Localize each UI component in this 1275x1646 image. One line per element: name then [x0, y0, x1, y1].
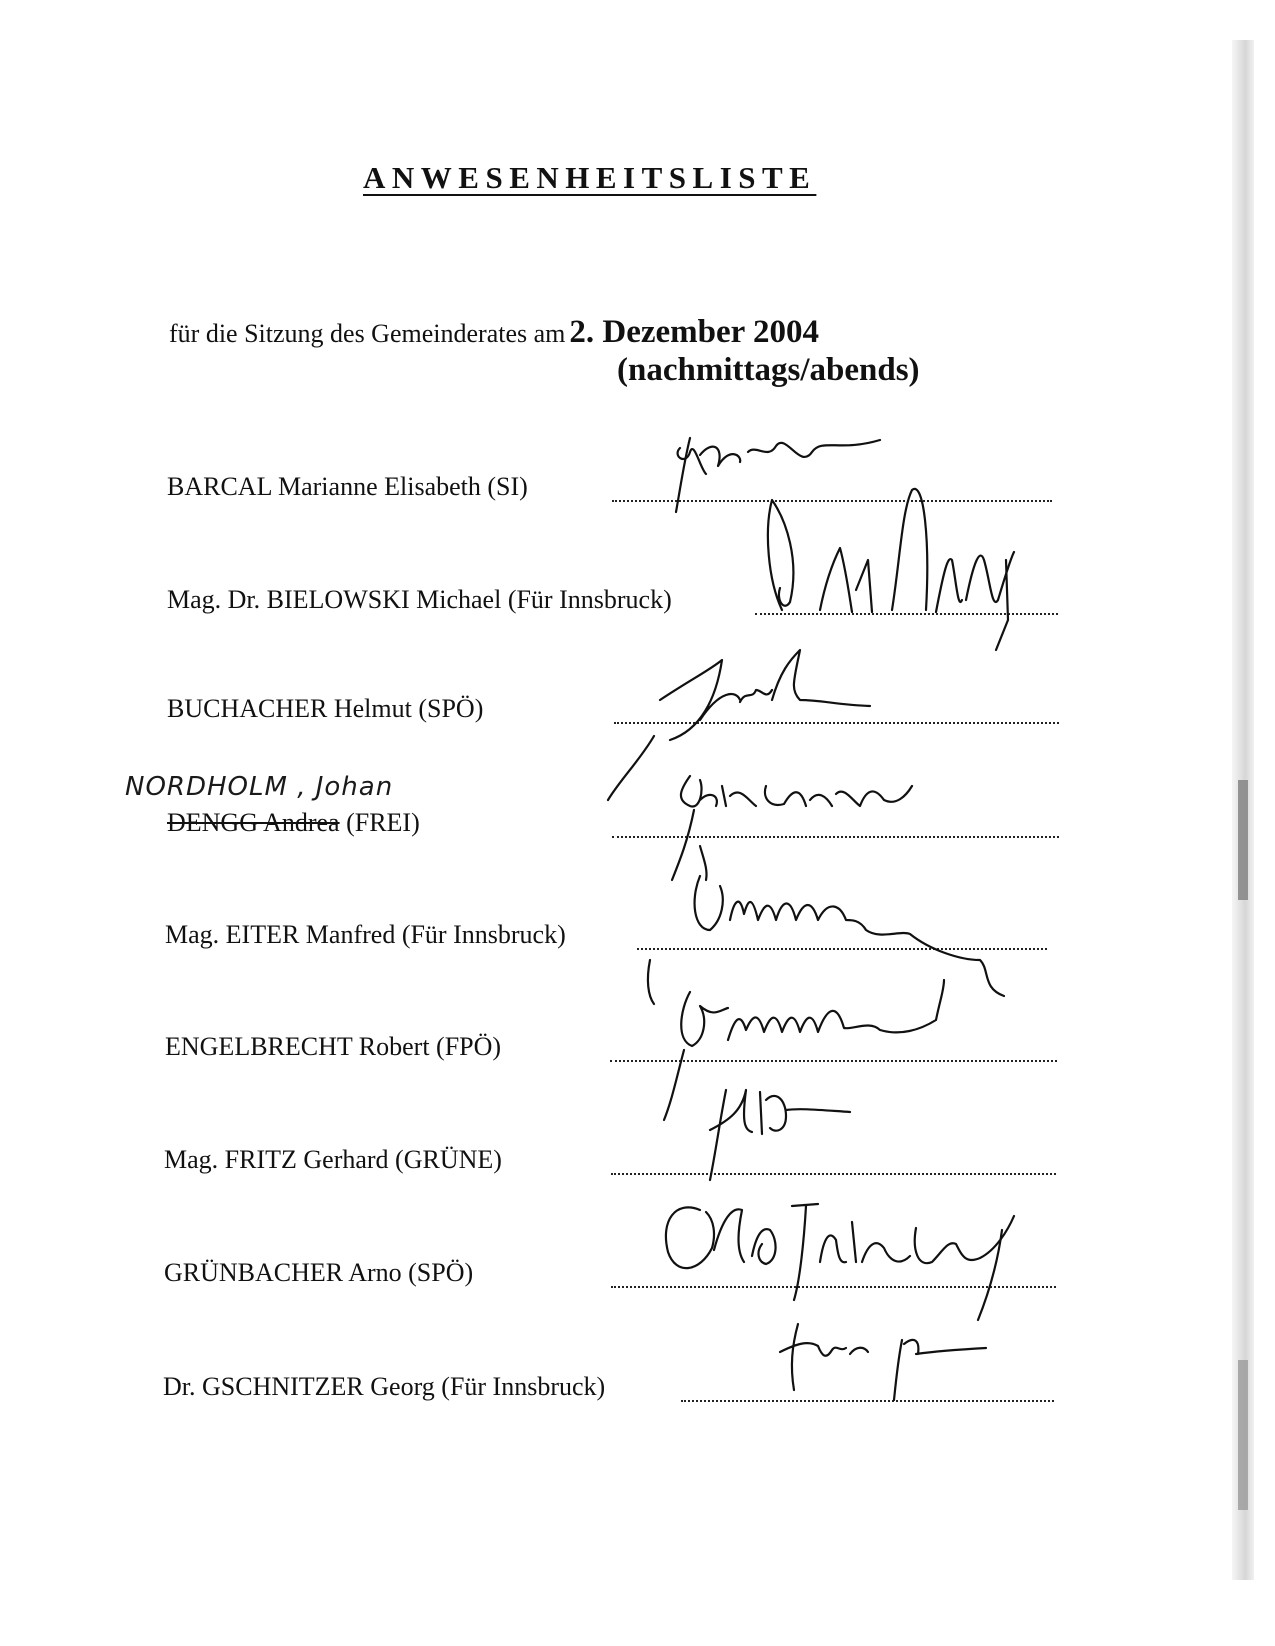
- signature: [666, 1204, 1014, 1320]
- member-name-line: [167, 808, 420, 838]
- member-name: BUCHACHER Helmut (SPÖ): [167, 694, 484, 723]
- meeting-time: (nachmittags/abends): [617, 352, 920, 388]
- signature: [672, 776, 912, 880]
- member-name: Mag. FRITZ Gerhard (GRÜNE): [164, 1145, 502, 1174]
- member-name-struck: DENGG Andrea: [167, 808, 340, 837]
- signature-line: [610, 1060, 1057, 1062]
- signature: [710, 1090, 850, 1180]
- member-name: BARCAL Marianne Elisabeth (SI): [167, 472, 528, 501]
- signature-line: [755, 613, 1058, 615]
- signature-line: [612, 836, 1059, 838]
- member-name: GRÜNBACHER Arno (SPÖ): [164, 1258, 474, 1287]
- member-name: Mag. Dr. BIELOWSKI Michael (Für Innsbruck): [167, 585, 672, 614]
- signature-line: [614, 722, 1059, 724]
- signature-line: [637, 948, 1047, 950]
- handwritten-name-insert: NORDHOLM , Johan: [125, 772, 394, 802]
- scan-edge-mark: [1238, 780, 1248, 900]
- signature: [695, 846, 1004, 996]
- signature: [768, 489, 1014, 650]
- signature-line: [681, 1400, 1054, 1402]
- scan-edge-mark: [1238, 1360, 1248, 1510]
- member-name: Dr. GSCHNITZER Georg (Für Innsbruck): [163, 1372, 606, 1401]
- subtitle-lead: für die Sitzung des Gemeinderates am: [169, 319, 566, 348]
- member-name: ENGELBRECHT Robert (FPÖ): [165, 1032, 502, 1061]
- member-party: (FREI): [346, 808, 420, 837]
- signature-line: [611, 1286, 1056, 1288]
- subtitle: [169, 314, 819, 351]
- signature: [648, 960, 944, 1120]
- signature-line: [611, 1173, 1056, 1175]
- signature: [780, 1324, 986, 1400]
- member-name: Mag. EITER Manfred (Für Innsbruck): [165, 920, 566, 949]
- meeting-date: 2. Dezember 2004: [569, 314, 819, 350]
- signature: [608, 650, 870, 800]
- signature-line: [612, 500, 1052, 502]
- page-title: ANWESENHEITSLISTE: [363, 160, 817, 195]
